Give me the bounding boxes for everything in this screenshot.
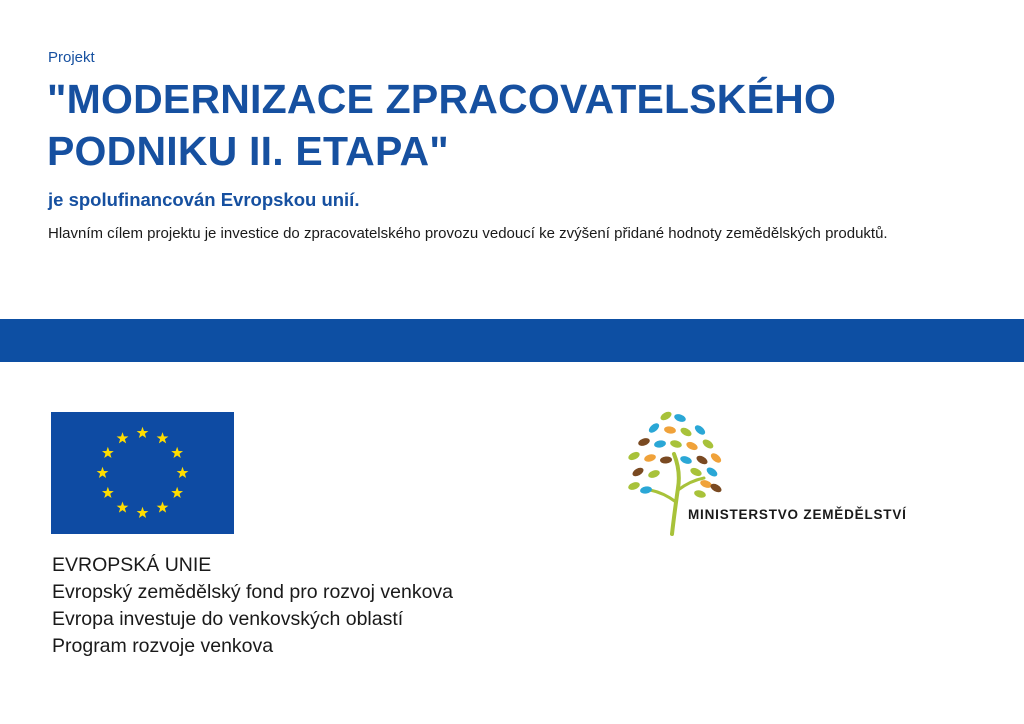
ministry-name: MINISTERSTVO ZEMĚDĚLSTVÍ <box>688 507 907 522</box>
project-subtitle: je spolufinancován Evropskou unií. <box>48 189 360 210</box>
eu-line-invest: Evropa investuje do venkovských oblastí <box>52 608 404 630</box>
project-description: Hlavním cílem projektu je investice do zpracovatelského provozu vedoucí ke zvýšení přidané hodnoty zemědělských produktů. <box>48 225 888 242</box>
eu-flag-icon <box>51 412 234 534</box>
blue-band <box>0 319 1024 362</box>
eu-line-fund: Evropský zemědělský fond pro rozvoj venkova <box>52 581 454 603</box>
project-kicker: Projekt <box>48 49 95 66</box>
eu-line-program: Program rozvoje venkova <box>52 635 274 657</box>
eu-text-block <box>52 552 453 660</box>
project-title: "MODERNIZACE ZPRACOVATELSKÉHO PODNIKU II. ETAPA" <box>47 76 837 174</box>
eu-line-title: EVROPSKÁ UNIE <box>52 554 212 576</box>
